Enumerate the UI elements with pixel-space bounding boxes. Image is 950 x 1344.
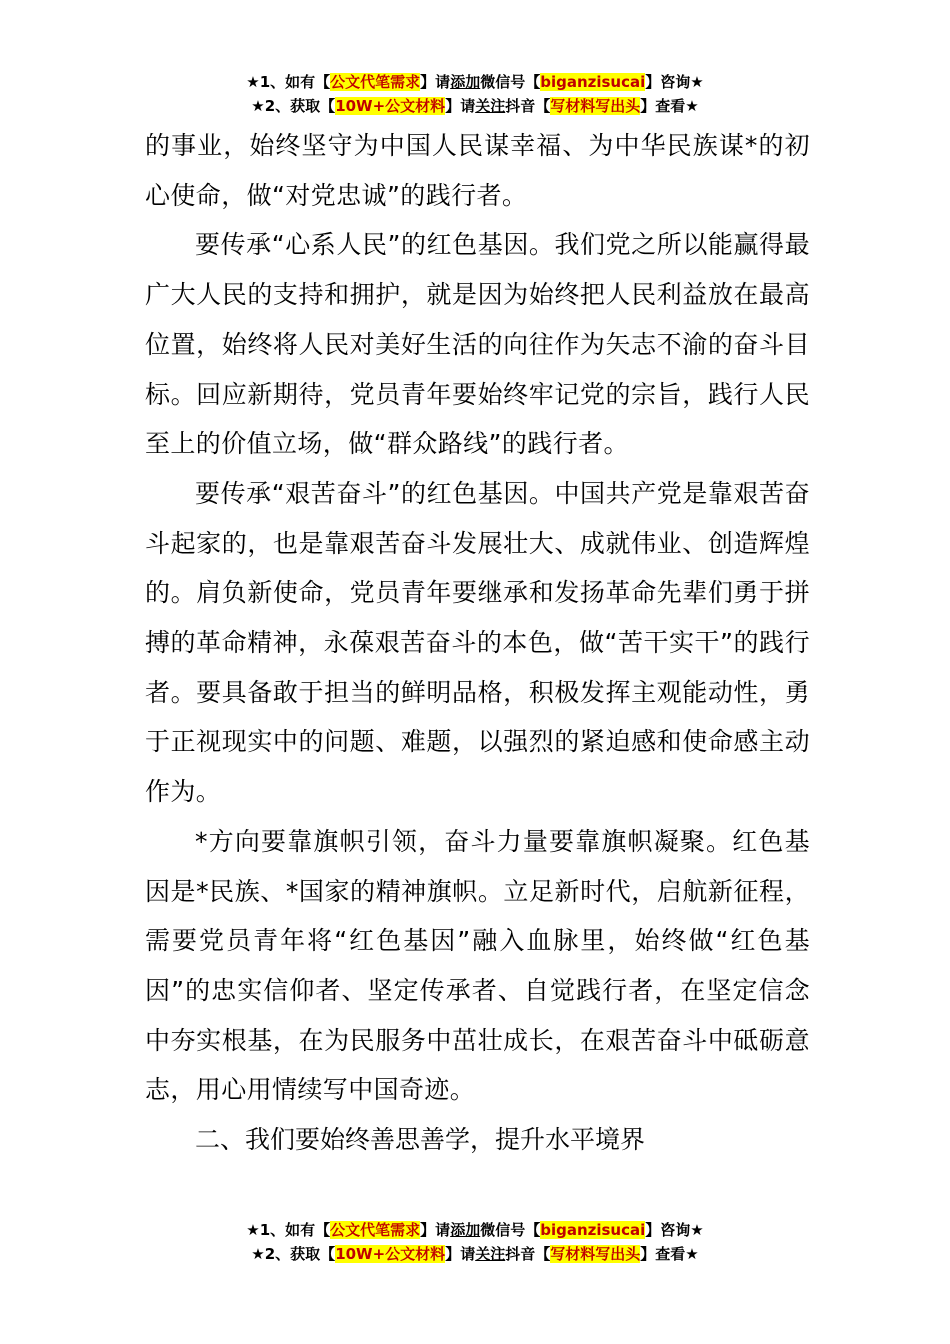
promo-line-1 <box>0 1218 950 1242</box>
promo-text: 】请 <box>445 97 476 115</box>
promo-text: ★2、获取【 <box>251 1245 336 1263</box>
promo-text: 】查看★ <box>640 1245 699 1263</box>
promo-line-2 <box>0 94 950 118</box>
promo-highlight: 公文代笔需求 <box>330 1221 421 1239</box>
promo-underline: 添加 <box>450 73 481 91</box>
promo-banner-bottom <box>0 1218 950 1266</box>
paragraph-continuation: 的事业，始终坚守为中国人民谋幸福、为中华民族谋*的初心使命，做“对党忠诚”的践行者。 <box>145 131 810 210</box>
paragraph: *方向要靠旗帜引领，奋斗力量要靠旗帜凝聚。红色基因是*民族、*国家的精神旗帜。立足新时代，启航新征程，需要党员青年将“红色基因”融入血脉里，始终做“红色基因”的忠实信仰者、坚定传承者、自觉践行者，在坚定信念中夯实根基，在为民服务中茁壮成长，在艰苦奋斗中砥砺意志，用心用情续写中国奇迹。 <box>145 826 810 1105</box>
document-body <box>145 121 810 1165</box>
promo-highlight: 10W+公文材料 <box>335 97 446 115</box>
promo-text: 抖音【 <box>505 97 551 115</box>
promo-text: 抖音【 <box>505 1245 551 1263</box>
promo-text: 】请 <box>445 1245 476 1263</box>
promo-text: ★2、获取【 <box>251 97 336 115</box>
section-heading: 二、我们要始终善思善学，提升水平境界 <box>195 1125 646 1155</box>
promo-underline: 关注 <box>475 97 506 115</box>
promo-text: 微信号【 <box>480 73 541 91</box>
promo-underline: 关注 <box>475 1245 506 1263</box>
promo-highlight: 写材料写出头 <box>550 1245 641 1263</box>
promo-line-1 <box>0 70 950 94</box>
promo-highlight: 10W+公文材料 <box>335 1245 446 1263</box>
promo-text: 微信号【 <box>480 1221 541 1239</box>
promo-highlight: 写材料写出头 <box>550 97 641 115</box>
promo-underline: 添加 <box>450 1221 481 1239</box>
promo-banner-top <box>0 70 950 118</box>
promo-text: 】查看★ <box>640 97 699 115</box>
paragraph: 要传承“艰苦奋斗”的红色基因。中国共产党是靠艰苦奋斗起家的，也是靠艰苦奋斗发展壮大、成就伟业、创造辉煌的。肩负新使命，党员青年要继承和发扬革命先辈们勇于拼搏的革命精神，永葆艰苦奋斗的本色，做“苦干实干”的践行者。要具备敢于担当的鲜明品格，积极发挥主观能动性，勇于正视现实中的问题、难题，以强烈的紧迫感和使命感主动作为。 <box>145 478 810 807</box>
promo-text: 】咨询★ <box>645 1221 704 1239</box>
promo-line-2 <box>0 1242 950 1266</box>
promo-text: ★1、如有【 <box>246 1221 331 1239</box>
promo-text: 】请 <box>420 73 451 91</box>
promo-text: 】请 <box>420 1221 451 1239</box>
paragraph: 要传承“心系人民”的红色基因。我们党之所以能赢得最广大人民的支持和拥护，就是因为始终把人民利益放在最高位置，始终将人民对美好生活的向往作为矢志不渝的奋斗目标。回应新期待，党员青年要始终牢记党的宗旨，践行人民至上的价值立场，做“群众路线”的践行者。 <box>145 230 810 459</box>
promo-text: ★1、如有【 <box>246 73 331 91</box>
promo-highlight: biganzisucai <box>540 73 646 91</box>
promo-highlight: biganzisucai <box>540 1221 646 1239</box>
promo-highlight: 公文代笔需求 <box>330 73 421 91</box>
promo-text: 】咨询★ <box>645 73 704 91</box>
